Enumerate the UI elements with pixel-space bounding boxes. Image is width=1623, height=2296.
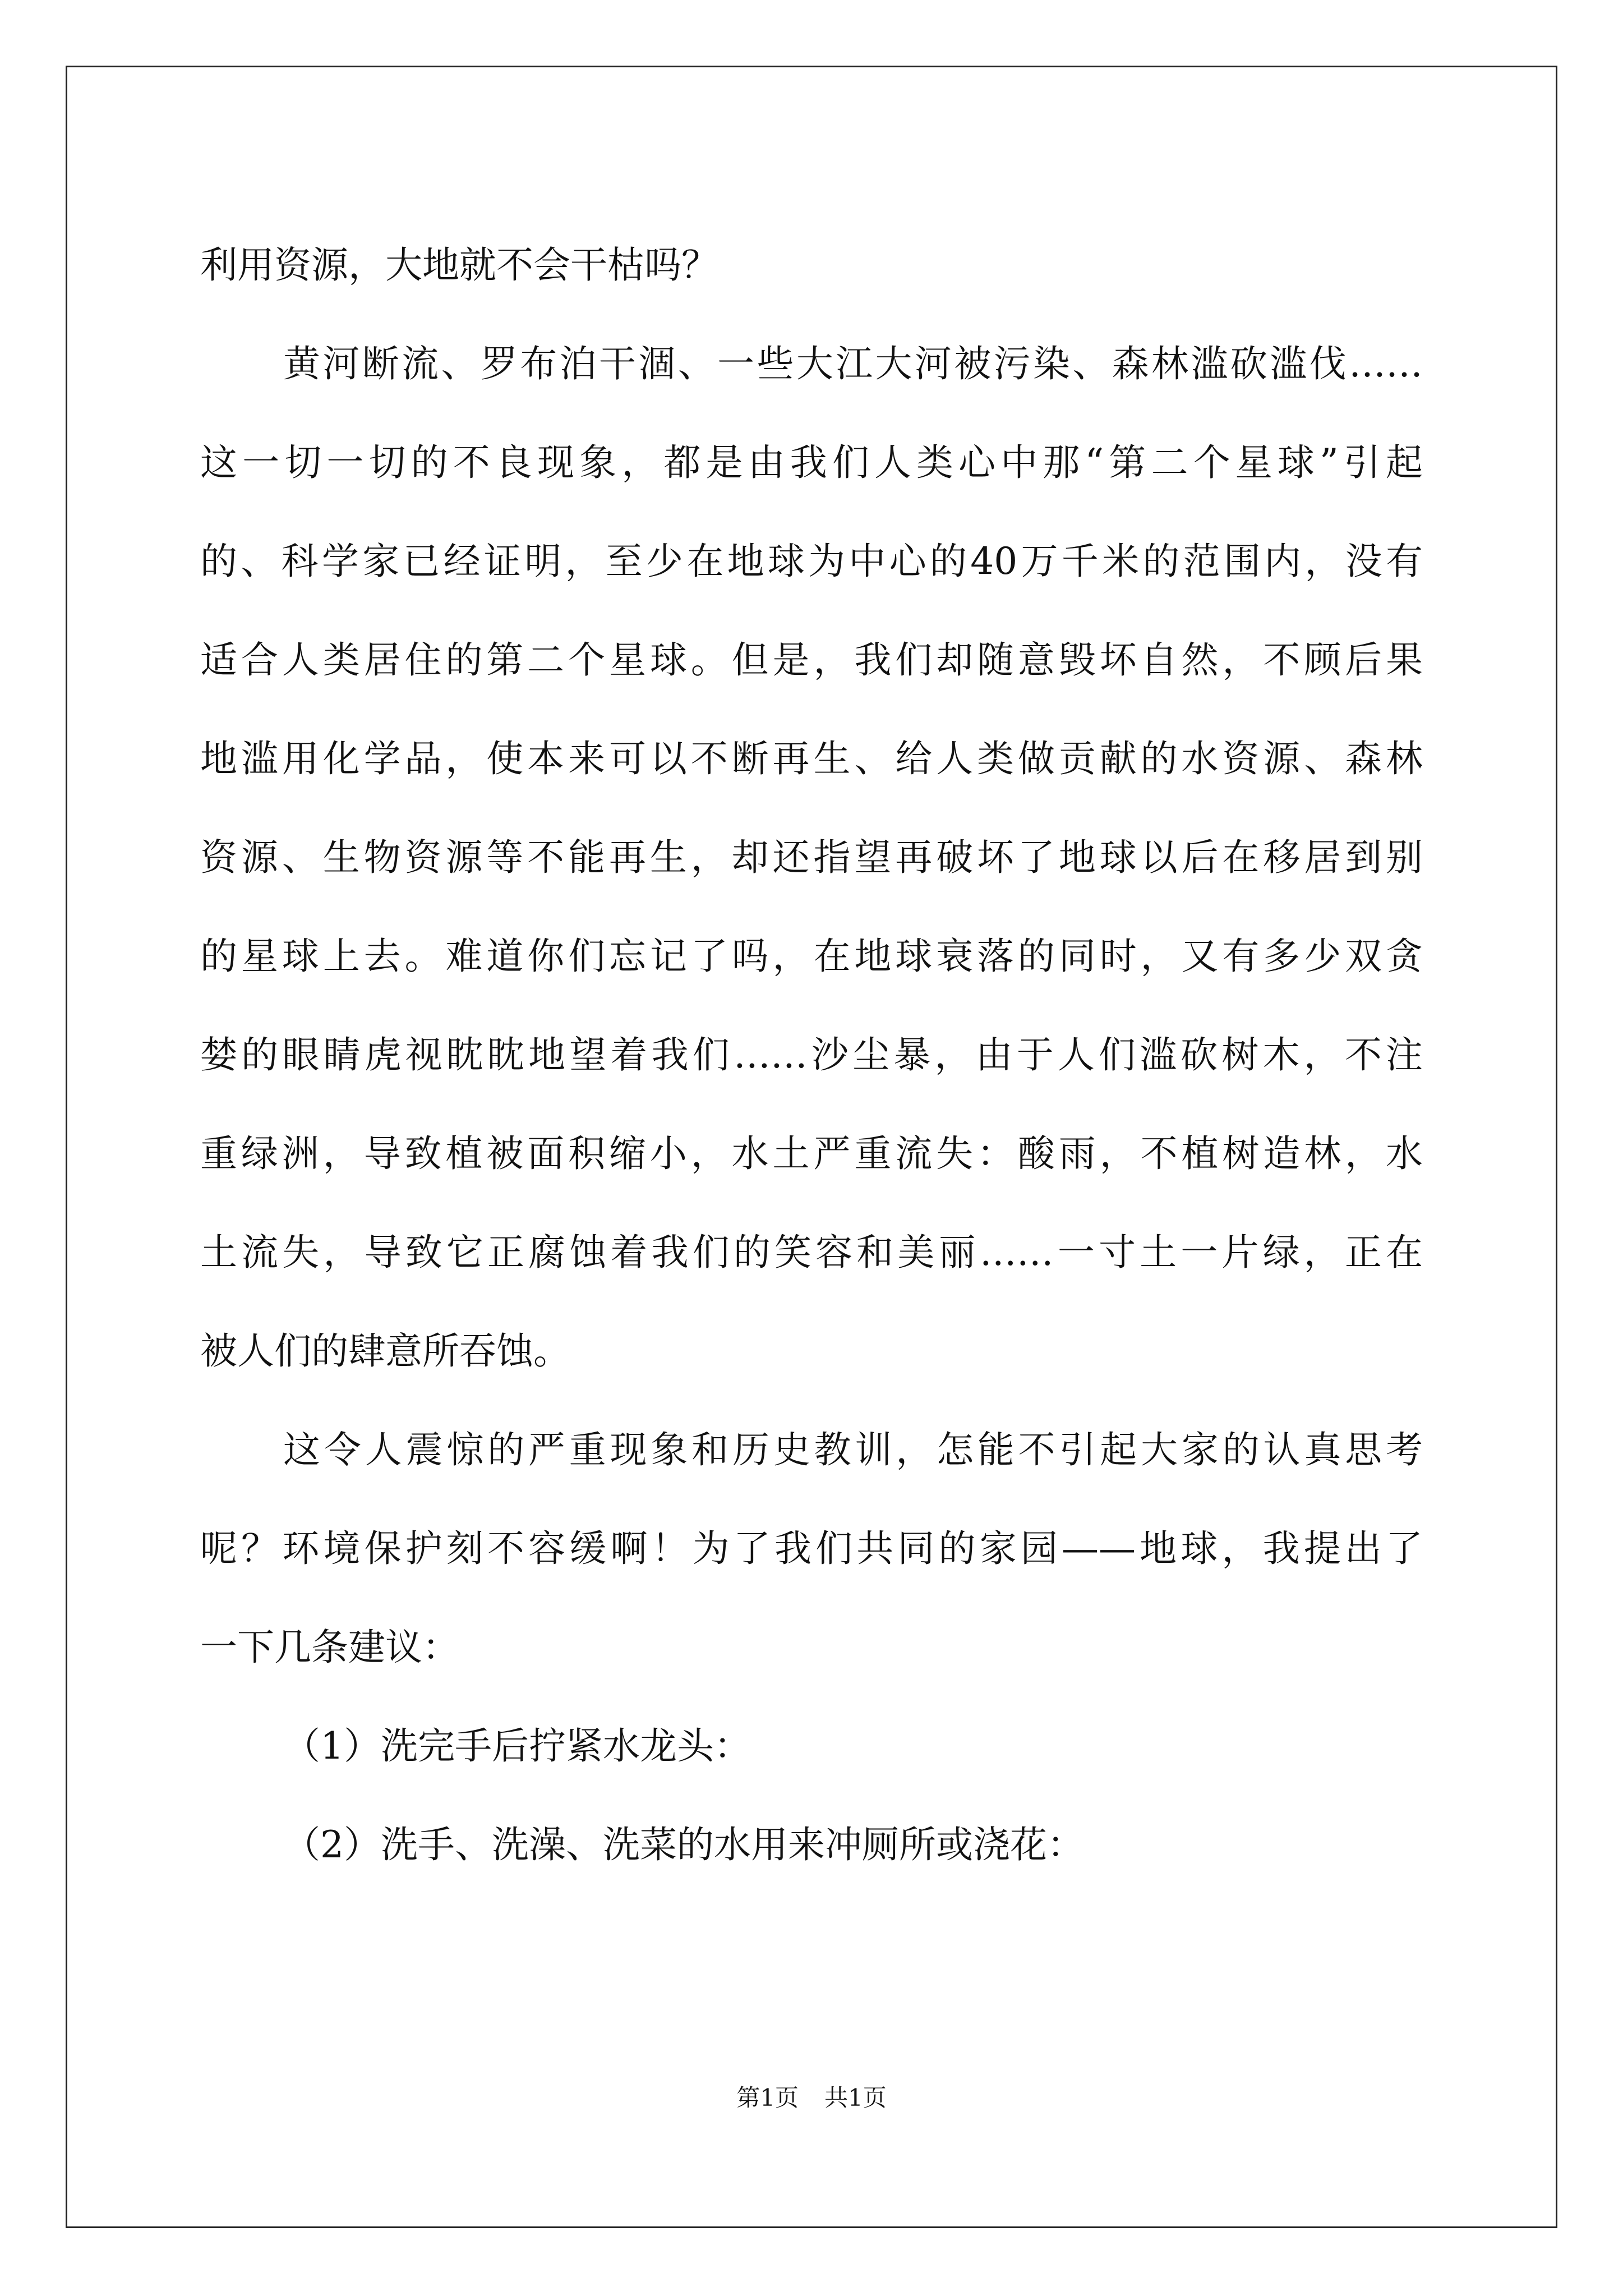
page-number-total: 共1页 — [824, 2084, 887, 2111]
paragraph-line: 这令人震惊的严重现象和历史教训，怎能不引起大家的认真思考 — [283, 1428, 1423, 1471]
list-item: （1）洗完手后拧紧水龙头： — [283, 1724, 751, 1768]
page-number-current: 第1页 — [736, 2084, 799, 2111]
paragraph-line: 一下几条建议： — [200, 1626, 459, 1669]
paragraph-line: 黄河断流、罗布泊干涸、一些大江大河被污染、森林滥砍滥伐…… — [283, 342, 1423, 385]
list-item: （2）洗手、洗澡、洗菜的水用来冲厕所或浇花： — [283, 1823, 1084, 1866]
paragraph-line: 资源、生物资源等不能再生，却还指望再破坏了地球以后在移居到别 — [200, 836, 1423, 879]
paragraph-line: 这一切一切的不良现象，都是由我们人类心中那“第二个星球”引起 — [200, 441, 1423, 484]
paragraph-line: 地滥用化学品，使本来可以不断再生、给人类做贡献的水资源、森林 — [200, 737, 1423, 780]
page-footer — [0, 2081, 1623, 2115]
paragraph-line: 呢？环境保护刻不容缓啊！为了我们共同的家园——地球，我提出了 — [200, 1527, 1423, 1570]
paragraph-line: 婪的眼睛虎视眈眈地望着我们……沙尘暴，由于人们滥砍树木，不注 — [200, 1033, 1423, 1076]
document-body — [200, 216, 1423, 1894]
paragraph-line: 适合人类居住的第二个星球。但是，我们却随意毁坏自然，不顾后果 — [200, 638, 1423, 682]
paragraph-line: 被人们的肆意所吞蚀。 — [200, 1329, 570, 1373]
paragraph-line: 利用资源，大地就不会干枯吗？ — [200, 243, 718, 287]
paragraph-line: 土流失，导致它正腐蚀着我们的笑容和美丽……一寸土一片绿，正在 — [200, 1231, 1423, 1274]
paragraph-line: 的、科学家已经证明，至少在地球为中心的40万千米的范围内，没有 — [200, 540, 1423, 583]
paragraph-line: 的星球上去。难道你们忘记了吗，在地球衰落的同时，又有多少双贪 — [200, 935, 1423, 978]
paragraph-line: 重绿洲，导致植被面积缩小，水土严重流失：酸雨，不植树造林，水 — [200, 1132, 1423, 1175]
